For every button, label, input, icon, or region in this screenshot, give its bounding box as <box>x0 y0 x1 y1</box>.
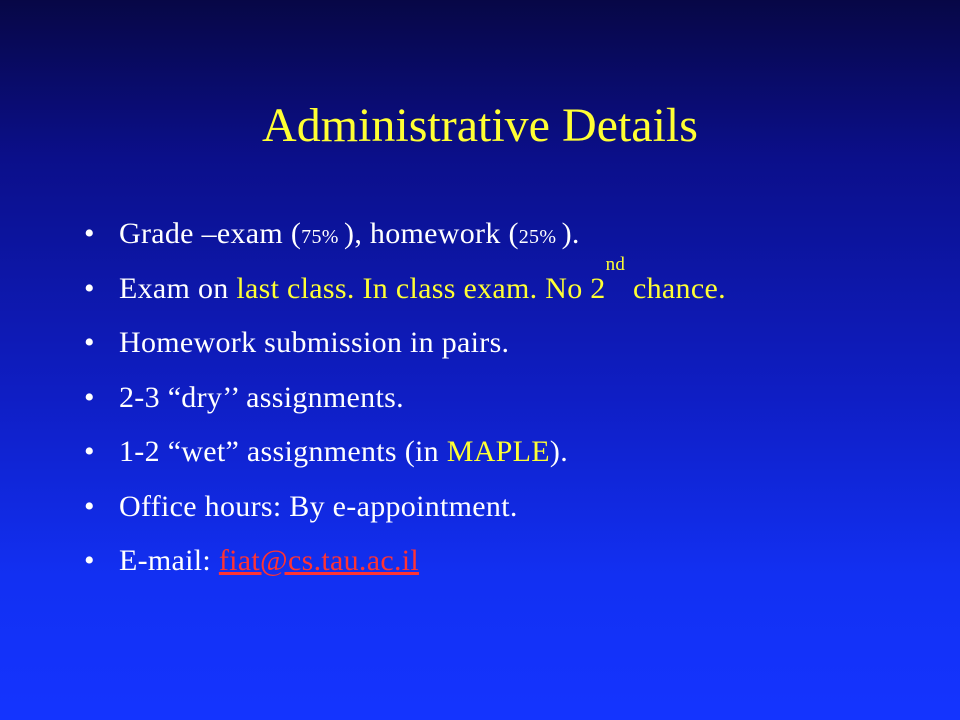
wet-highlight: MAPLE <box>446 435 550 468</box>
exam-highlight: last class. In class exam. No 2 <box>236 271 606 305</box>
grade-exam-percent: 75% <box>301 226 345 248</box>
grade-paren-2: ( <box>508 217 519 250</box>
bullet-email <box>84 543 726 579</box>
office-text: Office hours: By e-appointment. <box>119 489 518 523</box>
bullet-dot-icon: • <box>84 544 95 577</box>
bullet-dot-icon: • <box>84 435 95 468</box>
grade-mid-text: ), homework <box>344 217 509 250</box>
bullet-dry <box>84 380 726 416</box>
grade-post-text: ). <box>561 217 580 250</box>
bullet-dot-icon: • <box>84 271 95 305</box>
exam-superscript: nd <box>605 253 626 275</box>
bullet-dot-icon: • <box>84 380 95 414</box>
bullet-grade <box>84 216 726 252</box>
bullet-office <box>84 489 726 525</box>
grade-text: Grade –exam <box>119 217 291 250</box>
bullet-dot-icon: • <box>84 217 95 250</box>
bullet-dot-icon: • <box>84 489 95 523</box>
bullet-homework <box>84 325 726 361</box>
wet-post-text: ). <box>549 435 569 468</box>
bullet-list <box>84 216 726 598</box>
slide-title: Administrative Details <box>262 99 698 152</box>
bullet-exam <box>84 253 726 307</box>
grade-homework-percent: 25% <box>518 226 562 248</box>
wet-text: 1-2 “wet” assignments (in <box>119 435 447 468</box>
bullet-dot-icon: • <box>84 326 95 359</box>
dry-text: 2-3 “dry’’ assignments. <box>119 380 404 414</box>
homework-text: Homework submission in pairs. <box>119 326 510 359</box>
email-link[interactable]: fiat@cs.tau.ac.il <box>218 544 420 577</box>
email-label: E-mail: <box>119 544 219 577</box>
exam-post-text: chance. <box>625 271 726 305</box>
bullet-wet <box>84 434 726 470</box>
exam-text: Exam on <box>119 271 237 305</box>
grade-paren-1: ( <box>290 217 302 250</box>
